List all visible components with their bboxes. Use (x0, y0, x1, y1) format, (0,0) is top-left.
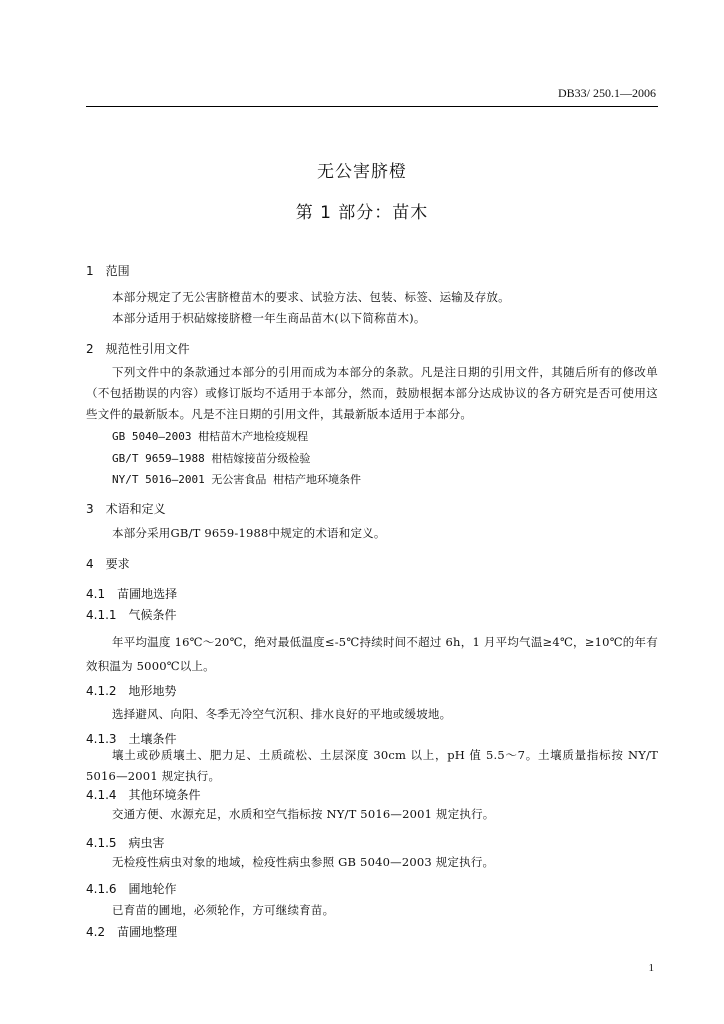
section-title: 苗圃地选择 (117, 587, 178, 601)
document-subtitle: 第 1 部分：苗木 (295, 203, 429, 223)
reference-item: GB/T 9659—1988 柑桔嫁接苗分级检验 (112, 452, 311, 465)
section-title: 土壤条件 (128, 732, 177, 746)
section-4-1-4-heading (86, 786, 201, 803)
section-number: 4.2 (86, 925, 106, 939)
section-number: 4.1.1 (86, 608, 117, 622)
section-title: 气候条件 (128, 608, 177, 622)
standard-code: DB33/ 250.1—2006 (557, 86, 656, 100)
section-title: 术语和定义 (105, 502, 166, 516)
section-4-1-2-heading (86, 682, 177, 699)
section-title: 苗圃地整理 (117, 925, 178, 939)
section-4-1-2-paragraph: 选择避风、向阳、冬季无冷空气沉积、排水良好的平地或缓坡地。 (112, 707, 452, 721)
section-number: 4 (86, 557, 94, 571)
section-3-heading (86, 500, 166, 517)
section-number: 3 (86, 502, 94, 516)
section-number: 4.1.6 (86, 882, 117, 896)
section-title: 地形地势 (128, 684, 177, 698)
section-4-2-heading (86, 923, 177, 940)
document-title: 无公害脐橙 (317, 162, 407, 182)
section-4-1-5-paragraph: 无检疫性病虫对象的地域，检疫性病虫参照 GB 5040—2003 规定执行。 (112, 855, 495, 869)
section-number: 4.1.3 (86, 732, 117, 746)
section-title: 规范性引用文件 (105, 342, 190, 356)
section-number: 4.1.4 (86, 788, 117, 802)
section-number: 2 (86, 342, 94, 356)
reference-item: GB 5040—2003 柑桔苗木产地检疫规程 (112, 430, 309, 443)
section-number: 4.1.5 (86, 836, 117, 850)
section-title: 要求 (105, 557, 130, 571)
section-2-heading (86, 340, 190, 357)
section-4-heading (86, 555, 130, 572)
section-4-1-heading (86, 585, 177, 602)
header-divider (86, 106, 658, 107)
section-number: 4.1.2 (86, 684, 117, 698)
section-4-1-4-paragraph: 交通方便、水源充足，水质和空气指标按 NY/T 5016—2001 规定执行。 (112, 807, 495, 821)
section-4-1-3-paragraph: 壤土或砂质壤土、肥力足、土质疏松、土层深度 30cm 以上，pH 值 5.5～7。土壤质量指标按 NY/T 5016—2001 规定执行。 (86, 748, 658, 783)
section-title: 范围 (105, 264, 130, 278)
section-4-1-1-paragraph: 年平均温度 16℃～20℃，绝对最低温度≤-5℃持续时间不超过 6h，1 月平均气温≥4℃，≥10℃的年有效积温为 5000℃以上。 (86, 635, 658, 673)
section-4-1-6-heading (86, 880, 177, 897)
section-4-1-1-heading (86, 606, 177, 623)
page-number: 1 (648, 962, 654, 974)
section-1-paragraph-1: 本部分规定了无公害脐橙苗木的要求、试验方法、包装、标签、运输及存放。 (112, 290, 510, 304)
section-3-paragraph-1: 本部分采用GB/T 9659-1988中规定的术语和定义。 (112, 526, 386, 540)
section-number: 4.1 (86, 587, 106, 601)
section-title: 其他环境条件 (128, 788, 201, 802)
section-2-paragraph-1: 下列文件中的条款通过本部分的引用而成为本部分的条款。凡是注日期的引用文件，其随后所有的修改单（不包括勘误的内容）或修订版均不适用于本部分，然而，鼓励根据本部分达成协议的各方研究是否可使用这些文件的最新版本。凡是不注日期的引用文件，其最新版本适用于本部分。 (86, 365, 658, 421)
section-number: 1 (86, 264, 94, 278)
reference-item: NY/T 5016—2001 无公害食品 柑桔产地环境条件 (112, 473, 361, 486)
section-4-1-5-heading (86, 834, 165, 851)
section-title: 病虫害 (128, 836, 165, 850)
section-4-1-6-paragraph: 已育苗的圃地，必须轮作，方可继续育苗。 (112, 903, 335, 917)
section-1-heading (86, 262, 130, 279)
section-title: 圃地轮作 (128, 882, 177, 896)
section-1-paragraph-2: 本部分适用于枳砧嫁接脐橙一年生商品苗木(以下简称苗木)。 (112, 311, 426, 325)
